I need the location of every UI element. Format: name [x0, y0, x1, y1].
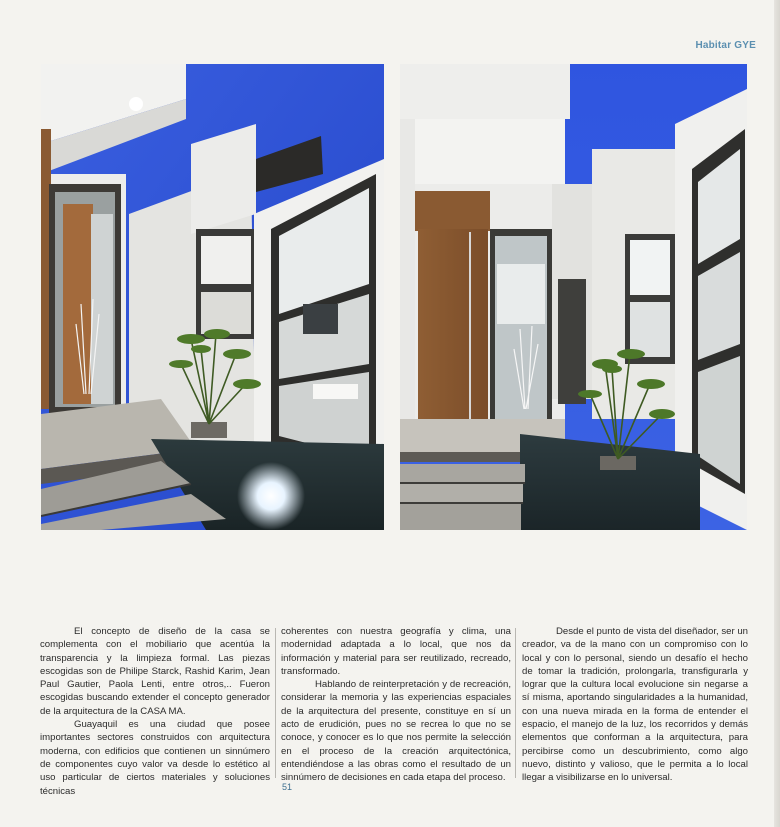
entrance-door-photo [400, 64, 747, 530]
section-header: Habitar GYE [695, 40, 756, 51]
page-number: 51 [282, 782, 293, 792]
paragraph: Guayaquil es una ciudad que posee importantes sectores construidos con arquitectura moderna, con edificios que contienen un sinnúmero de componentes cuyo valor va desde lo estético al uso particular de ciertos materiales y soluciones técnicas [40, 719, 270, 797]
page-edge [774, 0, 780, 827]
column-divider [515, 628, 516, 778]
text-column-1 [40, 625, 270, 798]
column-divider [275, 628, 276, 778]
paragraph: Hablando de reinterpretación y de recreación, considerar la memoria y las experiencias espaciales de la arquitectura del presente, constituye en sí un acto de erudición, pues no se recrea lo que no se conoce, y conocer es lo que nos permite la selección en el proceso de la creación arquitectónica, entendiéndose a las obras como el resultado de un sinnúmero de decisiones en cada etapa del proceso. [281, 679, 511, 784]
text-column-3 [522, 625, 748, 785]
paragraph: El concepto de diseño de la casa se complementa con el mobiliario que acentúa la transparencia y la limpieza formal. Las piezas escogidas son de Philipe Starck, Rashid Karim, Jean Paul Gautier, Paola Lenti, entre otros,.. Fueron escogidas buscando extender el concepto generador de la arquitectura de la CASA MA. [40, 626, 270, 717]
exterior-courtyard-photo [41, 64, 384, 530]
text-column-2 [281, 625, 511, 785]
paragraph: Desde el punto de vista del diseñador, ser un creador, va de la mano con un compromiso con lo local y con lo personal, siendo un desafío el hecho de tomar la tradición, prolongarla, transfigurarla y lograr que la cultura local evolucione sin negarse a sí misma, aportando singularidades a la humanidad, con una nueva mirada en la forma de entender el espacio, el manejo de la luz, los recorridos y demás elementos que conforman a la arquitectura, para percibirse como un descubrimiento, como algo nuevo, distinto y valioso, que le permita a lo local llegar a visibilizarse en lo universal. [522, 626, 749, 784]
paragraph: coherentes con nuestra geografía y clima, una modernidad adaptada a lo local, que nos da información y material para ser reutilizado, recreado, transformado. [281, 626, 511, 677]
